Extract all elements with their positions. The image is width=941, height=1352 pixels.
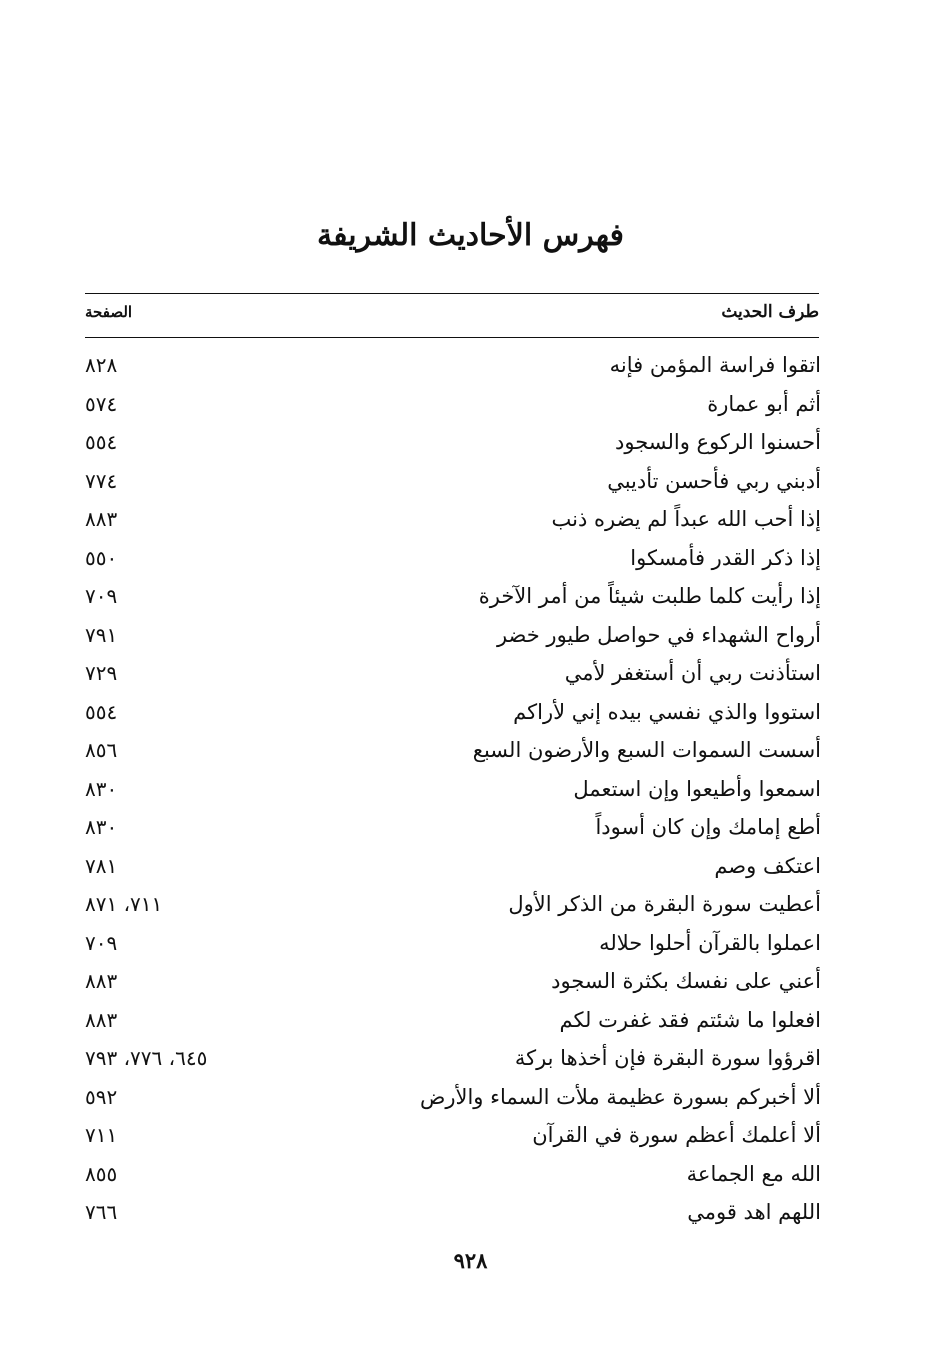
index-entry <box>85 885 821 924</box>
hadith-text: أعني على نفسك بكثرة السجود <box>551 969 821 993</box>
index-entry <box>85 847 821 886</box>
page-reference: ٨٣٠ <box>85 815 118 839</box>
hadith-text: أطع إمامك وإن كان أسوداً <box>595 815 821 839</box>
index-entry <box>85 500 821 539</box>
index-entry <box>85 1193 821 1232</box>
index-entry <box>85 1039 821 1078</box>
index-entry <box>85 539 821 578</box>
hadith-text: استووا والذي نفسي بيده إني لأراكم <box>513 699 821 724</box>
hadith-text: أدبني ربي فأحسن تأديبي <box>607 468 821 493</box>
page-number: ٩٢٨ <box>453 1248 488 1273</box>
index-entry <box>85 616 821 655</box>
hadith-text: استأذنت ربي أن أستغفر لأمي <box>564 661 821 685</box>
hadith-text: افعلوا ما شئتم فقد غفرت لكم <box>559 1007 821 1032</box>
page-title: فهرس الأحاديث الشريفة <box>317 218 624 253</box>
index-entry <box>85 1116 821 1155</box>
page-reference: ٧٦٦ <box>85 1200 118 1224</box>
index-entry <box>85 962 821 1001</box>
page-reference: ٧٩١ <box>85 622 118 647</box>
page-reference: ٥٩٢ <box>85 1084 118 1109</box>
index-entry <box>85 924 821 963</box>
index-entry <box>85 1155 821 1194</box>
column-headers <box>85 298 819 330</box>
page-reference: ٧٠٩ <box>85 930 118 955</box>
hadith-index-list <box>85 346 821 1232</box>
page-reference: ٧٠٩ <box>85 584 118 608</box>
hadith-text: إذا ذكر القدر فأمسكوا <box>630 545 821 570</box>
hadith-text: إذا أحب الله عبداً لم يضره ذنب <box>551 507 821 531</box>
hadith-text: اعملوا بالقرآن أحلوا حلاله <box>599 930 821 955</box>
page-reference: ٧١١ <box>85 1123 118 1147</box>
hadith-text: اتقوا فراسة المؤمن فإنه <box>609 353 821 377</box>
hadith-text: أسست السموات السبع والأرضون السبع <box>472 738 821 762</box>
page-reference: ٦٤٥، ٧٧٦، ٧٩٣ <box>85 1046 208 1070</box>
index-entry <box>85 462 821 501</box>
index-entry <box>85 693 821 732</box>
hadith-text: الله مع الجماعة <box>686 1161 821 1186</box>
index-entry <box>85 654 821 693</box>
page-reference: ٥٥٤ <box>85 699 118 724</box>
page-reference: ٧١١، ٨٧١ <box>85 892 163 916</box>
index-entry <box>85 346 821 385</box>
page-reference: ٨٣٠ <box>85 776 118 801</box>
index-entry <box>85 1001 821 1040</box>
hadith-text: اقرؤوا سورة البقرة فإن أخذها بركة <box>514 1046 821 1070</box>
index-entry <box>85 577 821 616</box>
index-entry <box>85 1078 821 1117</box>
index-entry <box>85 808 821 847</box>
page-reference: ٥٥٤ <box>85 430 118 454</box>
page-reference: ٧٨١ <box>85 853 118 878</box>
page-reference: ٨٥٥ <box>85 1161 118 1186</box>
page-reference: ٥٧٤ <box>85 391 118 416</box>
page-reference: ٨٨٣ <box>85 1007 118 1032</box>
hadith-text: أثم أبو عمارة <box>707 391 821 416</box>
page-reference: ٨٨٣ <box>85 507 118 531</box>
hadith-text: أحسنوا الركوع والسجود <box>615 430 821 454</box>
index-entry <box>85 423 821 462</box>
header-bottom-rule <box>85 337 819 338</box>
column-header-page: الصفحة <box>85 303 133 321</box>
page-reference: ٨٢٨ <box>85 353 118 377</box>
page-reference: ٧٢٩ <box>85 661 118 685</box>
hadith-text: إذا رأيت كلما طلبت شيئاً من أمر الآخرة <box>478 584 821 608</box>
hadith-text: أعطيت سورة البقرة من الذكر الأول <box>508 892 821 916</box>
index-entry <box>85 385 821 424</box>
hadith-text: ألا أخبركم بسورة عظيمة ملأت السماء والأرض <box>419 1084 821 1109</box>
hadith-text: اللهم اهد قومي <box>687 1200 821 1224</box>
page-reference: ٨٨٣ <box>85 969 118 993</box>
hadith-text: اسمعوا وأطيعوا وإن استعمل <box>573 776 821 801</box>
header-top-rule <box>85 293 819 294</box>
index-entry <box>85 731 821 770</box>
page-reference: ٥٥٠ <box>85 545 118 570</box>
hadith-text: أرواح الشهداء في حواصل طيور خضر <box>496 622 821 647</box>
page-reference: ٨٥٦ <box>85 738 118 762</box>
index-entry <box>85 770 821 809</box>
hadith-text: ألا أعلمك أعظم سورة في القرآن <box>532 1123 821 1147</box>
page-reference: ٧٧٤ <box>85 468 118 493</box>
column-header-hadith: طرف الحديث <box>721 302 819 322</box>
hadith-text: اعتكف وصم <box>714 853 821 878</box>
